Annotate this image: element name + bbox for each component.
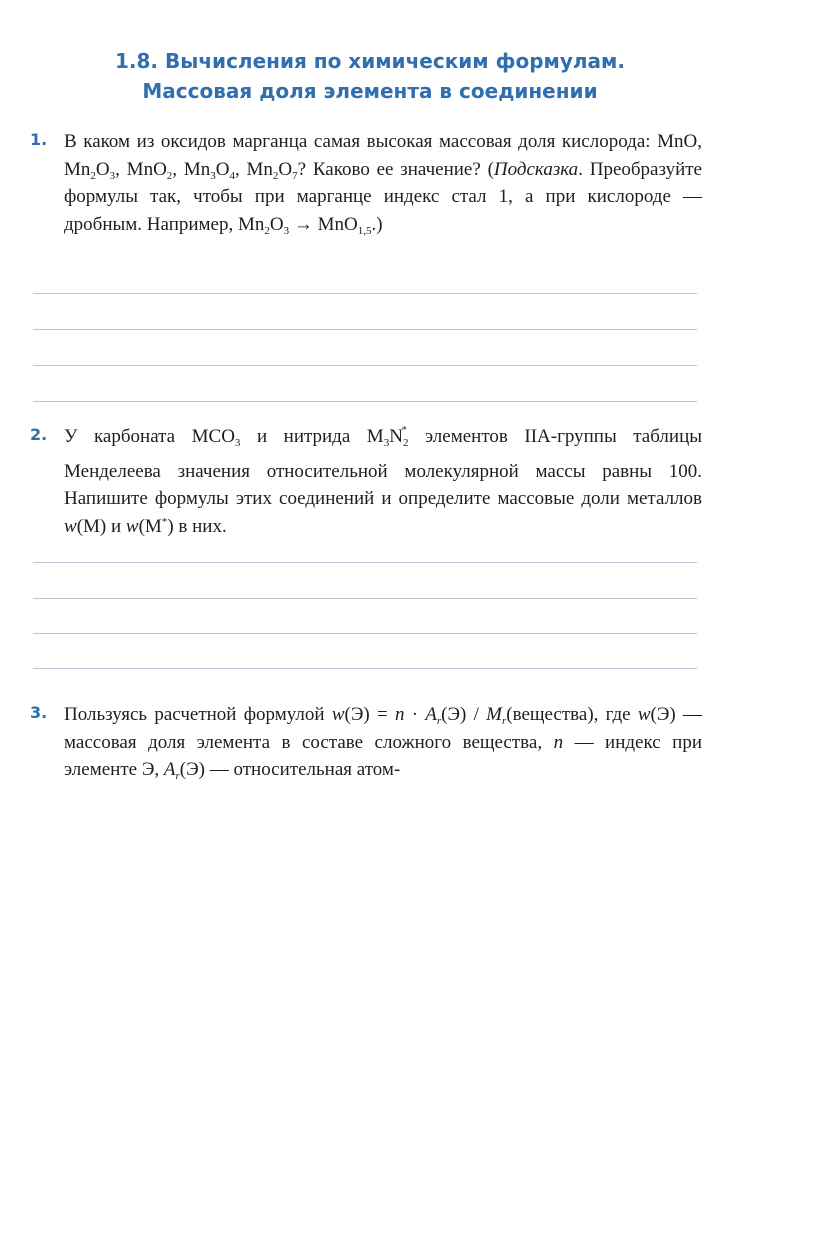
task-text: У карбоната $MCO_3$ и нитрида M * $_3N_2$ элементов IIA-группы таблицы Менделеева значения относительной молекулярной массы равны 100. Напишите формулы этих соединений и определите массовые доли металлов w(M) и w(M*) в них. xyxy=(64,425,703,537)
answer-line[interactable] xyxy=(33,562,697,563)
task-1 xyxy=(30,128,702,238)
task-number: 2. xyxy=(30,425,48,444)
answer-line[interactable] xyxy=(33,293,697,294)
section-subtitle: Массовая доля элемента в соединении xyxy=(142,79,598,103)
nitride-index: * $_3$ xyxy=(383,425,407,449)
task-number: 1. xyxy=(30,130,48,149)
answer-line[interactable] xyxy=(33,365,697,366)
hint-label: Подсказка xyxy=(493,158,579,180)
answer-line[interactable] xyxy=(33,598,697,599)
task-text: Пользуясь расчетной формулой $w(Э) = n \cdot A_r(Э)$ / $M_r(вещества)$, где w(Э) — массовая доля элемента в составе сложного вещества, n — индекс при элементе Э, $A_r(Э)$ — относительная атом- xyxy=(64,704,703,782)
section-heading xyxy=(0,46,740,106)
task-3 xyxy=(30,701,702,784)
answer-line[interactable] xyxy=(33,401,697,402)
task-text: В каком из оксидов марганца самая высокая массовая доля кислорода: MnO, $Mn_2O_3$, MnO$_2$, $Mn_3O_4$, $Mn_2O_7$? Каково ее значение? (Подсказка. Преобразуйте формулы так, чтобы при марганце индекс стал 1, а при кислороде — дробным. Например, $Mn_2O_3 \to MnO_{1,5}$.) xyxy=(64,131,702,237)
task-number: 3. xyxy=(30,703,48,722)
answer-line[interactable] xyxy=(33,633,697,634)
answer-line[interactable] xyxy=(33,329,697,330)
section-title: 1.8. Вычисления по химическим формулам. xyxy=(115,49,625,73)
task-2 xyxy=(30,423,702,540)
answer-line[interactable] xyxy=(33,668,697,669)
